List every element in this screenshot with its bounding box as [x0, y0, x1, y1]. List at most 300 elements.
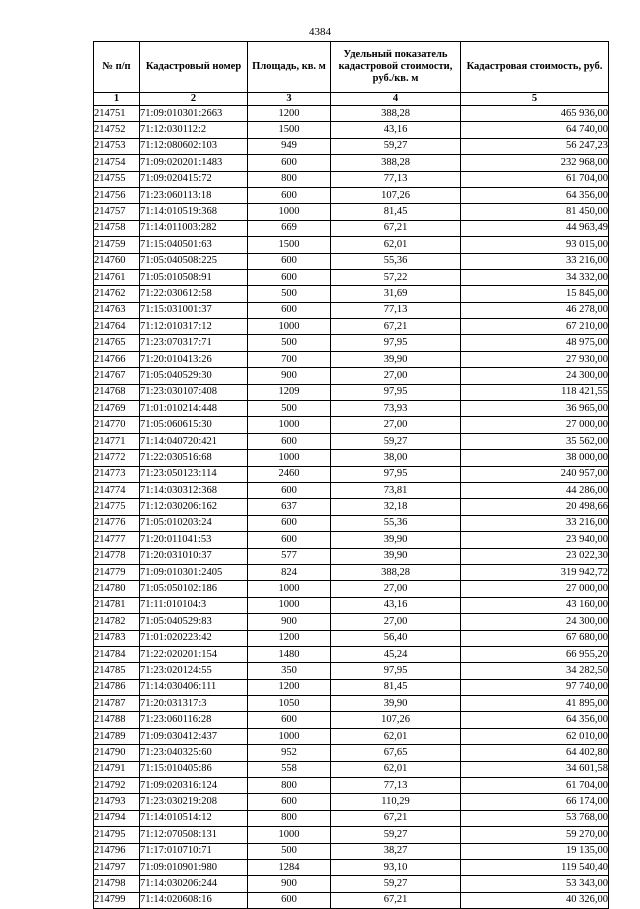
cadastral-value-cell: 67 210,00: [461, 319, 609, 335]
row-number-cell: 214773: [94, 466, 140, 482]
unit-rate-cell: 67,21: [331, 220, 461, 236]
cadastral-number-cell: 71:09:010301:2663: [140, 106, 248, 122]
cadastral-value-cell: 61 704,00: [461, 778, 609, 794]
table-row: [94, 204, 609, 220]
row-number-cell: 214789: [94, 728, 140, 744]
cadastral-number-cell: 71:14:030406:111: [140, 679, 248, 695]
unit-rate-cell: 73,93: [331, 401, 461, 417]
table-row: [94, 892, 609, 908]
area-cell: 600: [248, 794, 331, 810]
area-cell: 558: [248, 761, 331, 777]
area-cell: 500: [248, 335, 331, 351]
unit-rate-cell: 107,26: [331, 712, 461, 728]
cadastral-value-cell: 24 300,00: [461, 368, 609, 384]
row-number-cell: 214786: [94, 679, 140, 695]
unit-rate-cell: 39,90: [331, 548, 461, 564]
area-cell: 900: [248, 368, 331, 384]
cadastral-number-cell: 71:05:060615:30: [140, 417, 248, 433]
cadastral-number-cell: 71:09:010901:980: [140, 859, 248, 875]
cadastral-value-cell: 38 000,00: [461, 450, 609, 466]
header-cadastral-value: Кадастровая стоимость, руб.: [461, 42, 609, 93]
cadastral-number-cell: 71:17:010710:71: [140, 843, 248, 859]
area-cell: 577: [248, 548, 331, 564]
table-row: [94, 564, 609, 580]
table-row: [94, 122, 609, 138]
column-number: 2: [140, 93, 248, 106]
row-number-cell: 214768: [94, 384, 140, 400]
cadastral-number-cell: 71:23:050123:114: [140, 466, 248, 482]
unit-rate-cell: 110,29: [331, 794, 461, 810]
cadastral-value-cell: 465 936,00: [461, 106, 609, 122]
table-row: [94, 843, 609, 859]
row-number-cell: 214799: [94, 892, 140, 908]
column-number: 1: [94, 93, 140, 106]
row-number-cell: 214760: [94, 253, 140, 269]
table-row: [94, 614, 609, 630]
cadastral-value-cell: 44 286,00: [461, 482, 609, 498]
cadastral-value-cell: 33 216,00: [461, 253, 609, 269]
unit-rate-cell: 59,27: [331, 433, 461, 449]
table-row: [94, 859, 609, 875]
unit-rate-cell: 27,00: [331, 581, 461, 597]
row-number-cell: 214787: [94, 696, 140, 712]
area-cell: 600: [248, 253, 331, 269]
cadastral-value-cell: 59 270,00: [461, 827, 609, 843]
unit-rate-cell: 107,26: [331, 187, 461, 203]
unit-rate-cell: 45,24: [331, 646, 461, 662]
table-row: [94, 433, 609, 449]
unit-rate-cell: 59,27: [331, 876, 461, 892]
row-number-cell: 214770: [94, 417, 140, 433]
cadastral-value-cell: 64 740,00: [461, 122, 609, 138]
row-number-cell: 214772: [94, 450, 140, 466]
table-body: [94, 106, 609, 909]
cadastral-value-cell: 64 402,80: [461, 745, 609, 761]
row-number-cell: 214781: [94, 597, 140, 613]
cadastral-value-cell: 24 300,00: [461, 614, 609, 630]
cadastral-number-cell: 71:23:070317:71: [140, 335, 248, 351]
table-row: [94, 319, 609, 335]
cadastral-number-cell: 71:09:020201:1483: [140, 155, 248, 171]
row-number-cell: 214780: [94, 581, 140, 597]
area-cell: 1000: [248, 581, 331, 597]
unit-rate-cell: 81,45: [331, 679, 461, 695]
cadastral-number-cell: 71:09:030412:437: [140, 728, 248, 744]
row-number-cell: 214798: [94, 876, 140, 892]
area-cell: 1000: [248, 728, 331, 744]
area-cell: 1200: [248, 630, 331, 646]
area-cell: 500: [248, 286, 331, 302]
row-number-cell: 214788: [94, 712, 140, 728]
cadastral-value-cell: 66 955,20: [461, 646, 609, 662]
cadastral-number-cell: 71:15:040501:63: [140, 237, 248, 253]
table-row: [94, 171, 609, 187]
cadastral-value-cell: 23 940,00: [461, 532, 609, 548]
area-cell: 669: [248, 220, 331, 236]
unit-rate-cell: 27,00: [331, 368, 461, 384]
column-number: 4: [331, 93, 461, 106]
cadastral-value-cell: 27 000,00: [461, 417, 609, 433]
unit-rate-cell: 39,90: [331, 351, 461, 367]
row-number-cell: 214771: [94, 433, 140, 449]
area-cell: 1500: [248, 237, 331, 253]
row-number-cell: 214779: [94, 564, 140, 580]
table-row: [94, 138, 609, 154]
cadastral-value-cell: 34 601,58: [461, 761, 609, 777]
cadastral-number-cell: 71:14:020608:16: [140, 892, 248, 908]
table-row: [94, 269, 609, 285]
area-cell: 600: [248, 269, 331, 285]
cadastral-number-cell: 71:14:010514:12: [140, 810, 248, 826]
cadastral-value-cell: 41 895,00: [461, 696, 609, 712]
unit-rate-cell: 62,01: [331, 761, 461, 777]
area-cell: 600: [248, 302, 331, 318]
cadastral-value-cell: 20 498,66: [461, 499, 609, 515]
table-row: [94, 597, 609, 613]
area-cell: 600: [248, 515, 331, 531]
table-row: [94, 696, 609, 712]
area-cell: 350: [248, 663, 331, 679]
area-cell: 600: [248, 155, 331, 171]
table-row: [94, 630, 609, 646]
unit-rate-cell: 97,95: [331, 663, 461, 679]
cadastral-number-cell: 71:09:010301:2405: [140, 564, 248, 580]
cadastral-value-cell: 61 704,00: [461, 171, 609, 187]
unit-rate-cell: 77,13: [331, 778, 461, 794]
cadastral-value-cell: 27 000,00: [461, 581, 609, 597]
unit-rate-cell: 67,21: [331, 892, 461, 908]
table-row: [94, 351, 609, 367]
area-cell: 2460: [248, 466, 331, 482]
unit-rate-cell: 27,00: [331, 614, 461, 630]
cadastral-number-cell: 71:05:050102:186: [140, 581, 248, 597]
table-row: [94, 286, 609, 302]
unit-rate-cell: 57,22: [331, 269, 461, 285]
cadastral-value-cell: 62 010,00: [461, 728, 609, 744]
cadastral-value-cell: 36 965,00: [461, 401, 609, 417]
unit-rate-cell: 31,69: [331, 286, 461, 302]
unit-rate-cell: 388,28: [331, 564, 461, 580]
cadastral-value-cell: 118 421,55: [461, 384, 609, 400]
cadastral-number-cell: 71:14:030312:368: [140, 482, 248, 498]
area-cell: 600: [248, 712, 331, 728]
cadastral-value-cell: 48 975,00: [461, 335, 609, 351]
cadastral-value-cell: 34 332,00: [461, 269, 609, 285]
cadastral-value-cell: 40 326,00: [461, 892, 609, 908]
cadastral-value-cell: 64 356,00: [461, 712, 609, 728]
area-cell: 1209: [248, 384, 331, 400]
cadastral-value-cell: 19 135,00: [461, 843, 609, 859]
table-row: [94, 778, 609, 794]
cadastral-number-cell: 71:14:011003:282: [140, 220, 248, 236]
unit-rate-cell: 67,65: [331, 745, 461, 761]
row-number-cell: 214751: [94, 106, 140, 122]
area-cell: 1480: [248, 646, 331, 662]
cadastral-number-cell: 71:20:010413:26: [140, 351, 248, 367]
table-row: [94, 761, 609, 777]
cadastral-number-cell: 71:05:010203:24: [140, 515, 248, 531]
cadastral-value-cell: 232 968,00: [461, 155, 609, 171]
cadastral-number-cell: 71:12:030112:2: [140, 122, 248, 138]
cadastral-value-cell: 33 216,00: [461, 515, 609, 531]
unit-rate-cell: 56,40: [331, 630, 461, 646]
cadastral-value-cell: 119 540,40: [461, 859, 609, 875]
row-number-cell: 214782: [94, 614, 140, 630]
unit-rate-cell: 97,95: [331, 466, 461, 482]
cadastral-number-cell: 71:23:040325:60: [140, 745, 248, 761]
area-cell: 952: [248, 745, 331, 761]
unit-rate-cell: 81,45: [331, 204, 461, 220]
table-row: [94, 663, 609, 679]
area-cell: 1000: [248, 597, 331, 613]
table-row: [94, 155, 609, 171]
cadastral-value-cell: 93 015,00: [461, 237, 609, 253]
cadastral-number-cell: 71:15:031001:37: [140, 302, 248, 318]
table-row: [94, 532, 609, 548]
cadastral-number-cell: 71:22:020201:154: [140, 646, 248, 662]
header-area: Площадь, кв. м: [248, 42, 331, 93]
row-number-cell: 214757: [94, 204, 140, 220]
cadastral-value-table: [93, 41, 609, 909]
area-cell: 600: [248, 482, 331, 498]
row-number-cell: 214758: [94, 220, 140, 236]
table-row: [94, 106, 609, 122]
header-row: [94, 42, 609, 93]
unit-rate-cell: 32,18: [331, 499, 461, 515]
cadastral-value-cell: 66 174,00: [461, 794, 609, 810]
cadastral-number-cell: 71:14:040720:421: [140, 433, 248, 449]
row-number-cell: 214795: [94, 827, 140, 843]
table-row: [94, 220, 609, 236]
cadastral-number-cell: 71:09:020316:124: [140, 778, 248, 794]
table-row: [94, 302, 609, 318]
unit-rate-cell: 43,16: [331, 597, 461, 613]
row-number-cell: 214776: [94, 515, 140, 531]
cadastral-number-cell: 71:05:010508:91: [140, 269, 248, 285]
cadastral-value-cell: 97 740,00: [461, 679, 609, 695]
unit-rate-cell: 38,00: [331, 450, 461, 466]
unit-rate-cell: 39,90: [331, 532, 461, 548]
area-cell: 1000: [248, 450, 331, 466]
row-number-cell: 214754: [94, 155, 140, 171]
area-cell: 600: [248, 187, 331, 203]
table-row: [94, 581, 609, 597]
unit-rate-cell: 97,95: [331, 335, 461, 351]
row-number-cell: 214753: [94, 138, 140, 154]
row-number-cell: 214797: [94, 859, 140, 875]
table-row: [94, 499, 609, 515]
area-cell: 800: [248, 171, 331, 187]
cadastral-value-cell: 81 450,00: [461, 204, 609, 220]
row-number-cell: 214775: [94, 499, 140, 515]
cadastral-number-cell: 71:23:060113:18: [140, 187, 248, 203]
cadastral-value-cell: 23 022,30: [461, 548, 609, 564]
area-cell: 1000: [248, 204, 331, 220]
cadastral-number-cell: 71:20:031317:3: [140, 696, 248, 712]
area-cell: 900: [248, 876, 331, 892]
unit-rate-cell: 77,13: [331, 171, 461, 187]
unit-rate-cell: 43,16: [331, 122, 461, 138]
cadastral-number-cell: 71:23:020124:55: [140, 663, 248, 679]
unit-rate-cell: 388,28: [331, 155, 461, 171]
row-number-cell: 214765: [94, 335, 140, 351]
area-cell: 500: [248, 843, 331, 859]
table-row: [94, 384, 609, 400]
row-number-cell: 214790: [94, 745, 140, 761]
header-row-number: № п/п: [94, 42, 140, 93]
cadastral-value-cell: 67 680,00: [461, 630, 609, 646]
table-row: [94, 237, 609, 253]
cadastral-value-cell: 44 963,49: [461, 220, 609, 236]
table-row: [94, 876, 609, 892]
area-cell: 949: [248, 138, 331, 154]
row-number-cell: 214755: [94, 171, 140, 187]
table-row: [94, 368, 609, 384]
header-unit-rate: Удельный показатель кадастровой стоимости, руб./кв. м: [331, 42, 461, 93]
cadastral-value-cell: 240 957,00: [461, 466, 609, 482]
table-row: [94, 187, 609, 203]
column-number: 5: [461, 93, 609, 106]
table-row: [94, 515, 609, 531]
unit-rate-cell: 39,90: [331, 696, 461, 712]
area-cell: 1000: [248, 827, 331, 843]
cadastral-number-cell: 71:12:030206:162: [140, 499, 248, 515]
area-cell: 500: [248, 401, 331, 417]
row-number-cell: 214763: [94, 302, 140, 318]
table-row: [94, 401, 609, 417]
table-row: [94, 810, 609, 826]
table-row: [94, 794, 609, 810]
area-cell: 1200: [248, 679, 331, 695]
cadastral-number-cell: 71:22:030612:58: [140, 286, 248, 302]
cadastral-value-cell: 27 930,00: [461, 351, 609, 367]
unit-rate-cell: 388,28: [331, 106, 461, 122]
area-cell: 600: [248, 532, 331, 548]
column-number: 3: [248, 93, 331, 106]
row-number-cell: 214766: [94, 351, 140, 367]
cadastral-number-cell: 71:20:031010:37: [140, 548, 248, 564]
cadastral-number-cell: 71:12:070508:131: [140, 827, 248, 843]
unit-rate-cell: 62,01: [331, 237, 461, 253]
row-number-cell: 214785: [94, 663, 140, 679]
cadastral-value-cell: 34 282,50: [461, 663, 609, 679]
unit-rate-cell: 67,21: [331, 319, 461, 335]
cadastral-number-cell: 71:01:020223:42: [140, 630, 248, 646]
cadastral-value-cell: 46 278,00: [461, 302, 609, 318]
row-number-cell: 214769: [94, 401, 140, 417]
area-cell: 600: [248, 433, 331, 449]
row-number-cell: 214767: [94, 368, 140, 384]
area-cell: 1284: [248, 859, 331, 875]
area-cell: 1000: [248, 319, 331, 335]
row-number-cell: 214777: [94, 532, 140, 548]
cadastral-value-cell: 15 845,00: [461, 286, 609, 302]
cadastral-value-cell: 53 343,00: [461, 876, 609, 892]
unit-rate-cell: 93,10: [331, 859, 461, 875]
cadastral-value-cell: 53 768,00: [461, 810, 609, 826]
row-number-cell: 214774: [94, 482, 140, 498]
area-cell: 637: [248, 499, 331, 515]
row-number-cell: 214761: [94, 269, 140, 285]
cadastral-number-cell: 71:23:060116:28: [140, 712, 248, 728]
page-number: 4384: [309, 26, 331, 38]
table-row: [94, 679, 609, 695]
cadastral-number-cell: 71:11:010104:3: [140, 597, 248, 613]
header-cadastral-number: Кадастровый номер: [140, 42, 248, 93]
cadastral-number-cell: 71:22:030516:68: [140, 450, 248, 466]
table-row: [94, 482, 609, 498]
area-cell: 1500: [248, 122, 331, 138]
row-number-cell: 214778: [94, 548, 140, 564]
cadastral-number-cell: 71:05:040529:30: [140, 368, 248, 384]
row-number-cell: 214793: [94, 794, 140, 810]
table-row: [94, 417, 609, 433]
cadastral-number-cell: 71:20:011041:53: [140, 532, 248, 548]
unit-rate-cell: 73,81: [331, 482, 461, 498]
cadastral-number-cell: 71:14:010519:368: [140, 204, 248, 220]
row-number-cell: 214794: [94, 810, 140, 826]
cadastral-value-cell: 56 247,23: [461, 138, 609, 154]
row-number-cell: 214796: [94, 843, 140, 859]
table-row: [94, 728, 609, 744]
unit-rate-cell: 59,27: [331, 827, 461, 843]
row-number-cell: 214791: [94, 761, 140, 777]
area-cell: 900: [248, 614, 331, 630]
cadastral-value-cell: 35 562,00: [461, 433, 609, 449]
row-number-cell: 214792: [94, 778, 140, 794]
cadastral-number-cell: 71:12:010317:12: [140, 319, 248, 335]
table-row: [94, 335, 609, 351]
area-cell: 1200: [248, 106, 331, 122]
table-row: [94, 646, 609, 662]
cadastral-value-cell: 64 356,00: [461, 187, 609, 203]
table-row: [94, 450, 609, 466]
table-row: [94, 712, 609, 728]
area-cell: 800: [248, 778, 331, 794]
row-number-cell: 214783: [94, 630, 140, 646]
cadastral-number-cell: 71:15:010405:86: [140, 761, 248, 777]
unit-rate-cell: 27,00: [331, 417, 461, 433]
cadastral-value-cell: 319 942,72: [461, 564, 609, 580]
area-cell: 1050: [248, 696, 331, 712]
cadastral-number-cell: 71:23:030107:408: [140, 384, 248, 400]
table-row: [94, 466, 609, 482]
column-number-row: [94, 93, 609, 106]
cadastral-number-cell: 71:14:030206:244: [140, 876, 248, 892]
cadastral-number-cell: 71:09:020415:72: [140, 171, 248, 187]
row-number-cell: 214762: [94, 286, 140, 302]
area-cell: 800: [248, 810, 331, 826]
unit-rate-cell: 55,36: [331, 515, 461, 531]
unit-rate-cell: 55,36: [331, 253, 461, 269]
unit-rate-cell: 59,27: [331, 138, 461, 154]
unit-rate-cell: 67,21: [331, 810, 461, 826]
table-row: [94, 827, 609, 843]
area-cell: 1000: [248, 417, 331, 433]
area-cell: 824: [248, 564, 331, 580]
area-cell: 600: [248, 892, 331, 908]
area-cell: 700: [248, 351, 331, 367]
row-number-cell: 214756: [94, 187, 140, 203]
cadastral-value-cell: 43 160,00: [461, 597, 609, 613]
unit-rate-cell: 38,27: [331, 843, 461, 859]
cadastral-number-cell: 71:05:040508:225: [140, 253, 248, 269]
unit-rate-cell: 62,01: [331, 728, 461, 744]
row-number-cell: 214752: [94, 122, 140, 138]
row-number-cell: 214784: [94, 646, 140, 662]
table-row: [94, 253, 609, 269]
unit-rate-cell: 97,95: [331, 384, 461, 400]
